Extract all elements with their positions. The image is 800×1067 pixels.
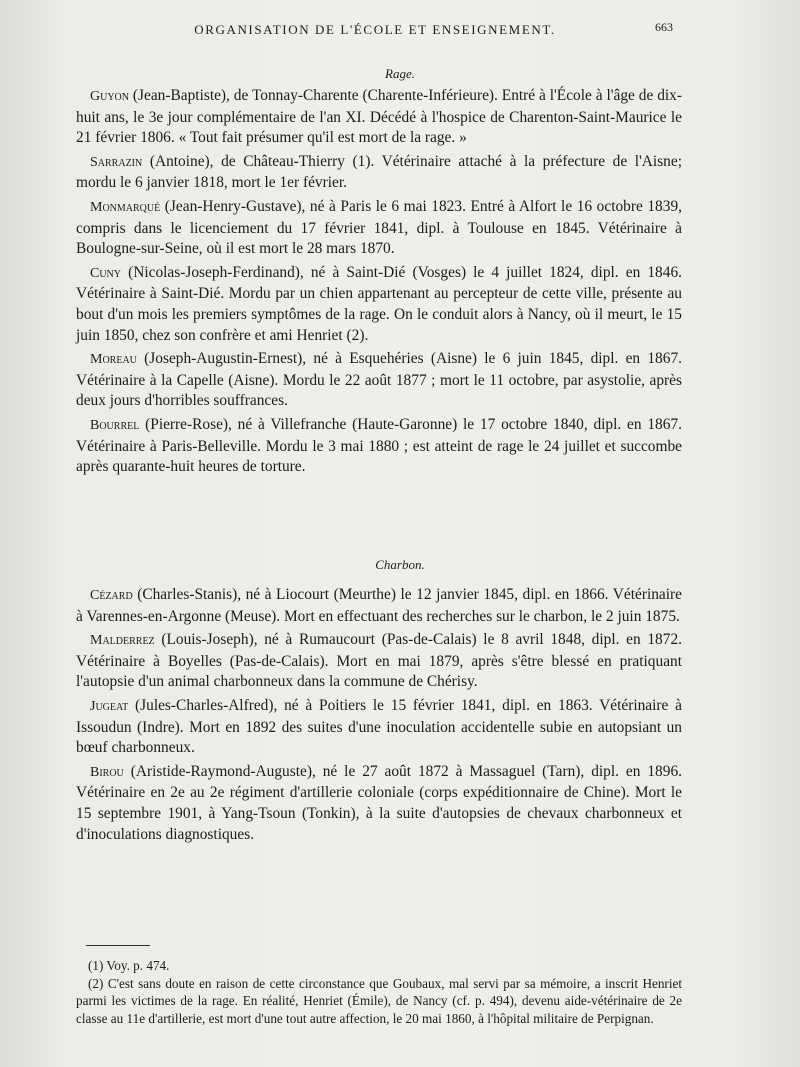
entry-monmarque <box>76 197 682 260</box>
entry-surname: Moreau <box>90 352 137 368</box>
entry-cuny <box>76 263 682 346</box>
running-title: ORGANISATION DE L'ÉCOLE ET ENSEIGNEMENT. <box>194 22 556 37</box>
entry-surname: Monmarqué <box>90 199 161 215</box>
entry-jugeat <box>76 696 682 759</box>
entry-surname: Jugeat <box>90 698 129 714</box>
section-title-rage: Rage. <box>385 66 415 81</box>
footnote-rule <box>86 945 150 946</box>
entry-text: (Antoine), de Château-Thierry (1). Vétérinaire attaché à la préfecture de l'Aisne; mordu le 6 janvier 1818, mort le 1er février. <box>76 152 682 192</box>
entry-surname: Guyon <box>90 89 129 104</box>
charbon-entries <box>76 585 682 848</box>
page-number: 663 <box>655 20 673 34</box>
entry-surname: Cuny <box>90 265 122 281</box>
rage-entries <box>76 86 682 481</box>
entry-text: (Charles-Stanis), né à Liocourt (Meurthe) le 12 janvier 1845, dipl. en 1866. Vétérinaire à Varennes-en-Argonne (Meuse). Mort en effectuant des recherches sur le charbon, le 2 juin 1875. <box>76 586 682 625</box>
entry-bourrel <box>76 415 682 478</box>
entry-moreau <box>76 349 682 412</box>
section-title-charbon: Charbon. <box>375 557 425 572</box>
footnotes <box>76 957 682 1027</box>
entry-text: (Nicolas-Joseph-Ferdinand), né à Saint-Dié (Vosges) le 4 juillet 1824, dipl. en 1846. Vétérinaire à Saint-Dié. Mordu par un chien appartenant au percepteur de cette ville, présente au bout d'un mois les premiers symptômes de la rage. On le conduit alors à Nancy, où il meurt, le 15 juin 1850, chez son confrère et ami Henriet (2). <box>76 263 682 344</box>
entry-birou <box>76 762 682 845</box>
entry-surname: Sarrazin <box>90 154 143 170</box>
entry-text: (Jules-Charles-Alfred), né à Poitiers le 15 février 1841, dipl. en 1863. Vétérinaire à Issoudun (Indre). Mort en 1892 des suites d'une inoculation accidentelle subie en autopsiant un bœuf charbonneux. <box>76 696 682 757</box>
entry-surname: Cézard <box>90 588 133 603</box>
entry-cezard <box>76 585 682 627</box>
entry-text: (Pierre-Rose), né à Villefranche (Haute-Garonne) le 17 octobre 1840, dipl. en 1867. Vétérinaire à Paris-Belleville. Mordu le 3 mai 1880 ; est atteint de rage le 24 juillet et succombe après quarante-huit heures de torture. <box>76 415 682 476</box>
entry-surname: Malderrez <box>90 633 155 649</box>
footnote-2: (2) C'est sans doute en raison de cette circonstance que Goubaux, mal servi par sa mémoire, a inscrit Henriet parmi les victimes de la rage. En réalité, Henriet (Émile), de Nancy (cf. p. 494), devenu aide-vétérinaire de 2e classe au 11e d'artillerie, est mort d'une tout autre affection, le 20 mai 1860, à l'hôpital militaire de Perpignan. <box>76 975 682 1026</box>
entry-text: (Aristide-Raymond-Auguste), né le 27 août 1872 à Massaguel (Tarn), dipl. en 1896. Vétérinaire en 2e au 2e régiment d'artillerie coloniale (corps expéditionnaire de Chine). Mort le 15 septembre 1901, à Yang-Tsoun (Tonkin), à la suite d'autopsies de chevaux charbonneux et d'inoculations diagnostiques. <box>76 762 682 843</box>
entry-text: (Joseph-Augustin-Ernest), né à Esquehéries (Aisne) le 6 juin 1845, dipl. en 1867. Vétérinaire à la Capelle (Aisne). Mordu le 22 août 1877 ; mort le 11 octobre, par asystolie, après deux jours d'horribles souffrances. <box>76 350 682 410</box>
entry-guyon <box>76 86 682 149</box>
entry-surname: Birou <box>90 764 124 780</box>
entry-text: (Louis-Joseph), né à Rumaucourt (Pas-de-Calais) le 8 avril 1848, dipl. en 1872. Vétérinaire à Boyelles (Pas-de-Calais). Mort en mai 1879, après s'être blessé en pratiquant l'autopsie d'un animal charbonneux dans la commune de Chérisy. <box>76 631 682 691</box>
entry-surname: Bourrel <box>90 417 140 433</box>
entry-malderrez <box>76 630 682 693</box>
entry-sarrazin <box>76 152 682 194</box>
entry-text: (Jean-Baptiste), de Tonnay-Charente (Charente-Inférieure). Entré à l'École à l'âge de dix-huit ans, le 3e jour complémentaire de l'an XI. Décédé à l'hospice de Charenton-Saint-Maurice le 21 février 1806. « Tout fait présumer qu'il est mort de la rage. » <box>76 87 682 147</box>
entry-text: (Jean-Henry-Gustave), né à Paris le 6 mai 1823. Entré à Alfort le 16 octobre 1839, compris dans le licenciement du 17 février 1841, dipl. à Toulouse en 1845. Vétérinaire à Boulogne-sur-Seine, où il est mort le 28 mars 1870. <box>76 197 682 258</box>
footnote-1: (1) Voy. p. 474. <box>88 958 170 973</box>
